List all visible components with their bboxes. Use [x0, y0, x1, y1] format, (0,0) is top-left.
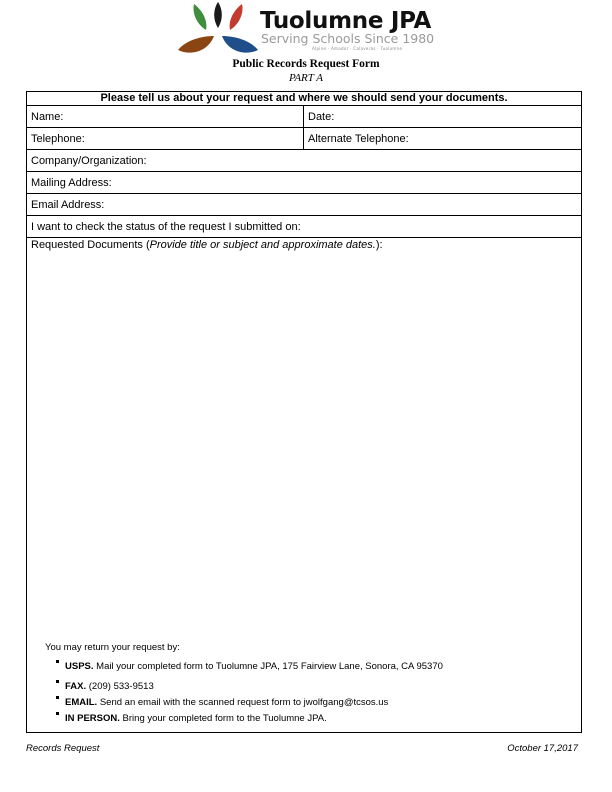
mailing-label: Mailing Address:: [31, 177, 112, 189]
instructions-row: [27, 92, 581, 106]
logo-counties: Alpine · Amador · Calaveras · Tuolumne: [312, 46, 403, 51]
alt-telephone-field[interactable]: [304, 130, 581, 148]
name-date-row: [27, 106, 581, 128]
bullet-icon: [56, 696, 59, 699]
telephone-row: [27, 128, 581, 150]
leaves-logo-icon: [178, 2, 258, 58]
form-part: PART A: [289, 72, 323, 84]
email-label: Email Address:: [31, 199, 105, 211]
logo: [178, 2, 435, 58]
instructions-text: Please tell us about your request and where we should send your documents.: [100, 92, 508, 104]
method-fax: FAX. (209) 533-9513: [56, 680, 154, 692]
telephone-field[interactable]: [27, 130, 303, 148]
method-email: EMAIL. Send an email with the scanned request form to jwolfgang@tcsos.us: [56, 696, 388, 708]
column-divider: [303, 106, 304, 150]
request-form-table: [26, 91, 582, 733]
status-label: I want to check the status of the request I submitted on:: [31, 221, 301, 233]
name-field[interactable]: [27, 108, 303, 126]
logo-name: Tuolumne JPA: [260, 8, 432, 34]
requested-documents-area[interactable]: [27, 238, 581, 732]
mailing-row[interactable]: [27, 172, 581, 194]
telephone-label: Telephone:: [31, 133, 85, 145]
return-label: You may return your request by:: [45, 642, 180, 653]
date-field[interactable]: [304, 108, 581, 126]
bullet-icon: [56, 680, 59, 683]
alt-telephone-label: Alternate Telephone:: [308, 133, 409, 145]
requested-documents-label: Requested Documents (Provide title or subject and approximate dates.):: [31, 239, 383, 251]
logo-tagline: Serving Schools Since 1980: [261, 31, 435, 46]
method-usps: USPS. Mail your completed form to Tuolumne JPA, 175 Fairview Lane, Sonora, CA 95370: [56, 660, 443, 672]
method-in-person: IN PERSON. Bring your completed form to the Tuolumne JPA.: [56, 712, 327, 724]
date-label: Date:: [308, 111, 335, 123]
footer-right: October 17,2017: [507, 743, 578, 754]
form-title: Public Records Request Form: [232, 58, 380, 70]
company-label: Company/Organization:: [31, 155, 147, 167]
company-row[interactable]: [27, 150, 581, 172]
footer-left: Records Request: [26, 743, 100, 754]
name-label: Name:: [31, 111, 64, 123]
requested-hint: Provide title or subject and approximate dates.: [149, 239, 376, 251]
bullet-icon: [56, 712, 59, 715]
bullet-icon: [56, 660, 59, 663]
email-row[interactable]: [27, 194, 581, 216]
status-row[interactable]: [27, 216, 581, 238]
